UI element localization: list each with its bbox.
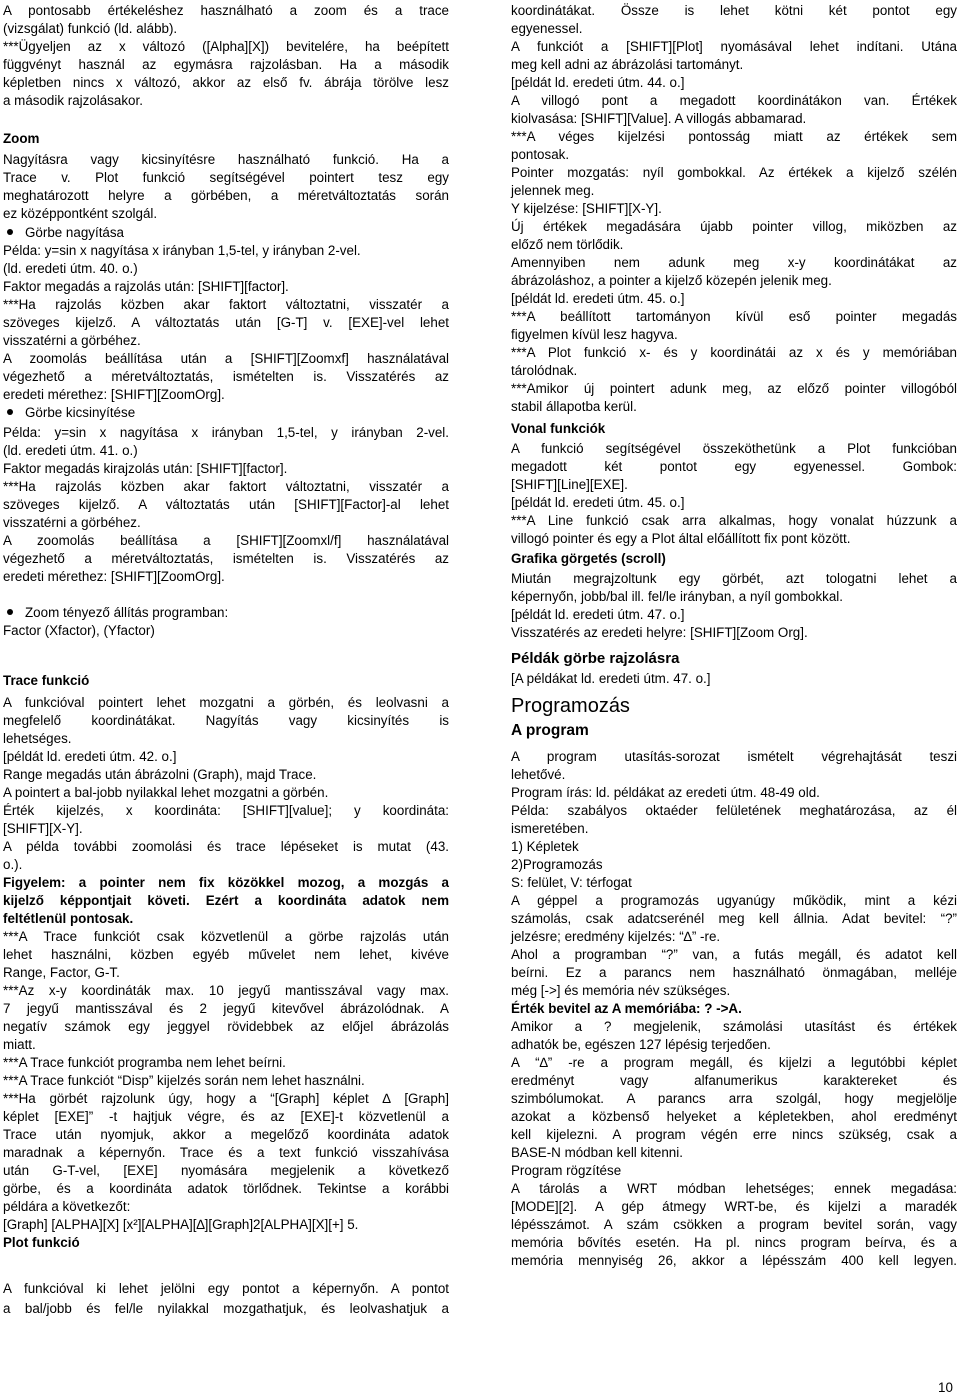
bold-text-line: kijelző képpontjait követi. Ezért a koordináta adatok nem [3,893,449,908]
text-line: lehet használni, közben egyéb művelet nem lehet, kivéve [3,947,449,962]
text-line: eredeti mérethez: [SHIFT][ZoomOrg]. [3,569,225,584]
text-line: ***A Trace funkciót csak közvetlenül a görbe rajzolás után [3,929,449,944]
bullet-item [3,224,449,242]
text-line: után G-T-vel, [EXE] nyomására megjelenik a következő [3,1163,449,1178]
text-line: ***Amikor új pointert adunk meg, az előző pointer villogóból [511,381,957,396]
bullet-icon [7,409,13,415]
text-line: Faktor megadás a rajzolás után: [SHIFT][factor]. [3,279,289,294]
text-line: Range, Factor, G-T. [3,965,120,980]
section-heading: Példák görbe rajzolásra [511,650,680,667]
text-line: megadott két pontot egy egyenessel. Gombok: [511,459,957,474]
text-line: képernyőn, jobb/bal ill. fel/le irányban, a nyíl gombokkal. [511,589,843,604]
text-line: Nagyításra vagy kicsinyítésre használható funkció. Ha a [3,152,449,167]
bullet-item [3,604,449,622]
text-line: A zoomolás beállítása a [SHIFT][Zoomxl/f] használatával [3,533,449,548]
text-line: lépésszámot. A szám csökken a program bevitel során, vagy [511,1217,957,1232]
text-line: lehetővé. [511,767,566,782]
text-line: [SHIFT][X-Y]. [3,821,83,836]
text-line: 7 jegyű mantisszával és 2 jegyű kitevővel ábrázolódnak. A [3,1001,449,1016]
text-line: Amennyiben nem adunk meg x-y koordinátákat az [511,255,957,270]
text-line: eredeti mérethez: [SHIFT][ZoomOrg]. [3,387,225,402]
text-line: [példát ld. eredeti útm. 47. o.] [511,607,685,622]
text-line: jelennek meg. [511,183,595,198]
page-number: 10 [938,1380,953,1395]
text-line: egyenessel. [511,21,583,36]
text-line: kell kijelezni. A program végén erre nincs szükség, csak a [511,1127,957,1142]
text-line: ***A beállított tartományon kívül eső pointer megadás [511,309,957,324]
text-line: [SHIFT][Line][EXE]. [511,477,628,492]
text-line: Miután megrajzoltunk egy görbét, azt tologatni lehet a [511,571,957,586]
text-line: görbe, és a koordináta adatok törlődnek. Tekintse a korábbi [3,1181,449,1196]
text-line: [A példákat ld. eredeti útm. 47. o.] [511,671,711,686]
text-line: Range megadás után ábrázolni (Graph), majd Trace. [3,767,317,782]
text-line: a második rajzolásakor. [3,93,143,108]
text-line: ***A Line funkció csak arra alkalmas, hogy vonalat húzzunk a [511,513,957,528]
text-line: ismeretében. [511,821,589,836]
text-line: Trace v. Plot funkció segítségével pointert tesz egy [3,170,449,185]
text-line: előző nem törlődik. [511,237,624,252]
text-line: A tárolás a WRT módban lehetséges; ennek megadása: [511,1181,957,1196]
text-line: ábrázoláshoz, a pointer a kijelző közepén jelenik meg. [511,273,832,288]
text-line: A funkcióval ki lehet jelölni egy pontot a képernyőn. A pontot [3,1281,449,1296]
text-line: [példát ld. eredeti útm. 45. o.] [511,291,685,306]
text-line: S: felület, V: térfogat [511,875,632,890]
text-line: stabil állapotba kerül. [511,399,637,414]
bullet-label: Görbe nagyítása [25,225,125,240]
text-line: ***Ügyeljen az x változó ([Alpha][X]) bevitelére, ha beépített [3,39,449,54]
text-line: példára a következőt: [3,1199,131,1214]
text-line: adhatók be, egészen 127 lépésig terjedően. [511,1037,771,1052]
bold-text-line: Zoom [3,131,40,146]
text-line: visszatérni a görbéhez. [3,515,141,530]
text-line: Visszatérés az eredeti helyre: [SHIFT][Zoom Org]. [511,625,808,640]
text-line: memória bővítés esetén. Ha pl. nincs program beírva, és a [511,1235,957,1250]
text-line: meghatározott helyre a görbében, a méretváltoztatás során [3,188,449,203]
text-line: ***A Trace funkciót “Disp” kijelzés során nem lehet használni. [3,1073,365,1088]
text-line: jelzésre; eredmény kijelzés: “∆” -re. [511,929,721,944]
text-line: Új értékek megadására újabb pointer villog, miközben az [511,219,957,234]
text-line: A “∆” -re a program megáll, és kijelzi a legutóbbi képlet [511,1055,957,1070]
text-line: 2)Programozás [511,857,603,872]
text-line: A funkció segítségével összeköthetünk a Plot funkcióban [511,441,957,456]
text-line: eredményt vagy alfanumerikus karaktereket és [511,1073,957,1088]
text-line: BASE-N módban kell kitenni. [511,1145,683,1160]
text-line: függvényt használ az egymásra rajzolásban. Ha a második [3,57,449,72]
text-line: (ld. eredeti útm. 40. o.) [3,261,138,276]
bullet-label: Zoom tényező állítás programban: [25,605,229,620]
text-line: A villogó pont a megadott koordinátákon van. Értékek [511,93,957,108]
text-line: végezhető a méretváltoztatás, ismételten is. Visszatérés az [3,369,449,384]
text-line: maradnak a képernyőn. Trace és a text funkció visszahívása [3,1145,449,1160]
text-line: tárolódnak. [511,363,578,378]
text-line: még [->] és memória név szükséges. [511,983,731,998]
text-line: Példa: y=sin x nagyítása x irányban 1,5-tel, y irányban 2-vel. [3,243,361,258]
bullet-label: Görbe kicsinyítése [25,405,136,420]
text-line: képlet [EXE]” -t hajtjuk végre, és az [EXE]-t közvetlenül a [3,1109,449,1124]
text-line: A példa további zoomolási és trace lépéseket is mutat (43. [3,839,449,854]
bullet-item [3,404,449,422]
text-line: memória mennyiség 26, akkor a lépésszám 400 kell legyen. [511,1253,957,1268]
bold-text-line: Érték bevitel az A memóriába: ? ->A. [511,1001,742,1016]
text-line: Y kijelzése: [SHIFT][X-Y]. [511,201,662,216]
text-line: [MODE][2]. A gép átmegy WRT-be, és kijelzi a maradék [511,1199,957,1214]
text-line: (vizsgálat) funkció (ld. alább). [3,21,178,36]
text-line: meg kell adni az ábrázolási tartományt. [511,57,744,72]
text-line: ez középpontként szolgál. [3,206,158,221]
bullet-icon [7,229,13,235]
text-line: Faktor megadás kirajzolás után: [SHIFT][factor]. [3,461,288,476]
text-line: Érték kijelzés, x koordináta: [SHIFT][value]; y koordináta: [3,803,449,818]
text-line: Amikor a ? megjelenik, számolási utasítást és értékek [511,1019,957,1034]
bold-text-line: feltétlenül pontosak. [3,911,134,926]
text-line: [példát ld. eredeti útm. 45. o.] [511,495,685,510]
text-line: figyelmen kívül lesz hagyva. [511,327,678,342]
bold-text-line: Vonal funkciók [511,421,606,436]
text-line: o.). [3,857,23,872]
text-line: A pointert a bal-jobb nyilakkal lehet mozgatni a görbén. [3,785,329,800]
text-line: szimbólumokat. A parancs arra szolgál, hogy megjelölje [511,1091,957,1106]
text-line: Program írás: ld. példákat az eredeti útm. 48-49 old. [511,785,820,800]
text-line: A funkcióval pointert lehet mozgatni a görbén, és leolvasni a [3,695,449,710]
text-line: negatív számok egy jeggyel rövidebbek az előjel ábrázolás [3,1019,449,1034]
text-line: beírni. Ez a parancs nem használható önmagában, melléje [511,965,957,980]
text-line: ***A véges kijelzési pontosság miatt az értékek sem [511,129,957,144]
text-line: ***A Trace funkciót programba nem lehet beírni. [3,1055,286,1070]
text-line: A program utasítás-sorozat ismételt végrehajtását teszi [511,749,957,764]
text-line: lehetséges. [3,731,72,746]
text-line: szöveges kijelző. A változtatás után [SHIFT][Factor]-al lehet [3,497,449,512]
text-line: Factor (Xfactor), (Yfactor) [3,623,155,638]
text-line: visszatérni a görbéhez. [3,333,141,348]
bold-text-line: Plot funkció [3,1235,80,1250]
text-line: ***Ha görbét rajzolunk úgy, hogy a “[Graph] képlet ∆ [Graph] [3,1091,449,1106]
text-line: [példát ld. eredeti útm. 42. o.] [3,749,177,764]
text-line: azokat a közbenső helyeket a képletekben, ahol eredményt [511,1109,957,1124]
text-line: A géppel a programozás ugyanúgy működik, mint a kézi [511,893,957,908]
text-line: (ld. eredeti útm. 41. o.) [3,443,138,458]
text-line: ***Az x-y koordináták max. 10 jegyű mantisszával vagy max. [3,983,449,998]
text-line: Ahol a programban “?” van, a futás megáll, és adatot kell [511,947,957,962]
section-heading: A program [511,722,589,739]
text-line: szöveges kijelző. A változtatás után [G-T] v. [EXE]-vel lehet [3,315,449,330]
bullet-icon [7,609,13,615]
text-line: Trace után nyomjuk, akkor a megelőző koordináta adatok [3,1127,449,1142]
text-line: Program rögzítése [511,1163,622,1178]
text-line: képletben nincs x változó, akkor az első fv. ábrája törölve lesz [3,75,449,90]
text-line: végezhető a méretváltoztatás, ismételten is. Visszatérés az [3,551,449,566]
text-line: megfelelő koordinátákat. Nagyítás vagy kicsinyítés is [3,713,449,728]
text-line: számolás, csak adatcserénél meg kell állnia. Adat bevitel: “?” [511,911,957,926]
text-line: ***Ha rajzolás közben akar faktort változtatni, visszatér a [3,479,449,494]
text-line: villogó pointer és egy a Plot által előállított fix pont között. [511,531,851,546]
text-line: koordinátákat. Össze is lehet kötni két pontot egy [511,3,957,18]
text-line: 1) Képletek [511,839,579,854]
text-line: ***Ha rajzolás közben akar faktort változtatni, visszatér a [3,297,449,312]
text-line: ***A Plot funkció x- és y koordinátái az x és y memóriában [511,345,957,360]
section-heading: Programozás [511,695,630,717]
text-line: miatt. [3,1037,36,1052]
text-line: a bal/jobb és fel/le nyilakkal mozgathatjuk, és leolvashatjuk a [3,1301,449,1316]
text-line: [példát ld. eredeti útm. 44. o.] [511,75,685,90]
text-line: A zoomolás beállítása után a [SHIFT][Zoomxf] használatával [3,351,449,366]
text-line: [Graph] [ALPHA][X] [x²][ALPHA][∆][Graph]2[ALPHA][X][+] 5. [3,1217,359,1232]
text-line: Példa: y=sin x nagyítása x irányban 1,5-tel, y irányban 2-vel. [3,425,449,440]
text-line: A pontosabb értékeléshez használható a zoom és a trace [3,3,449,18]
text-line: Pointer mozgatás: nyíl gombokkal. Az értékek a kijelző szélén [511,165,957,180]
bold-text-line: Grafika görgetés (scroll) [511,551,666,566]
bold-text-line: Figyelem: a pointer nem fix közökkel mozog, a mozgás a [3,875,449,890]
text-line: kiolvasása: [SHIFT][Value]. A villogás abbamarad. [511,111,807,126]
text-line: Példa: szabályos oktaéder felületének meghatározása, az él [511,803,957,818]
text-line: pontosak. [511,147,570,162]
bold-text-line: Trace funkció [3,673,90,688]
text-line: A funkciót a [SHIFT][Plot] nyomásával lehet indítani. Utána [511,39,957,54]
